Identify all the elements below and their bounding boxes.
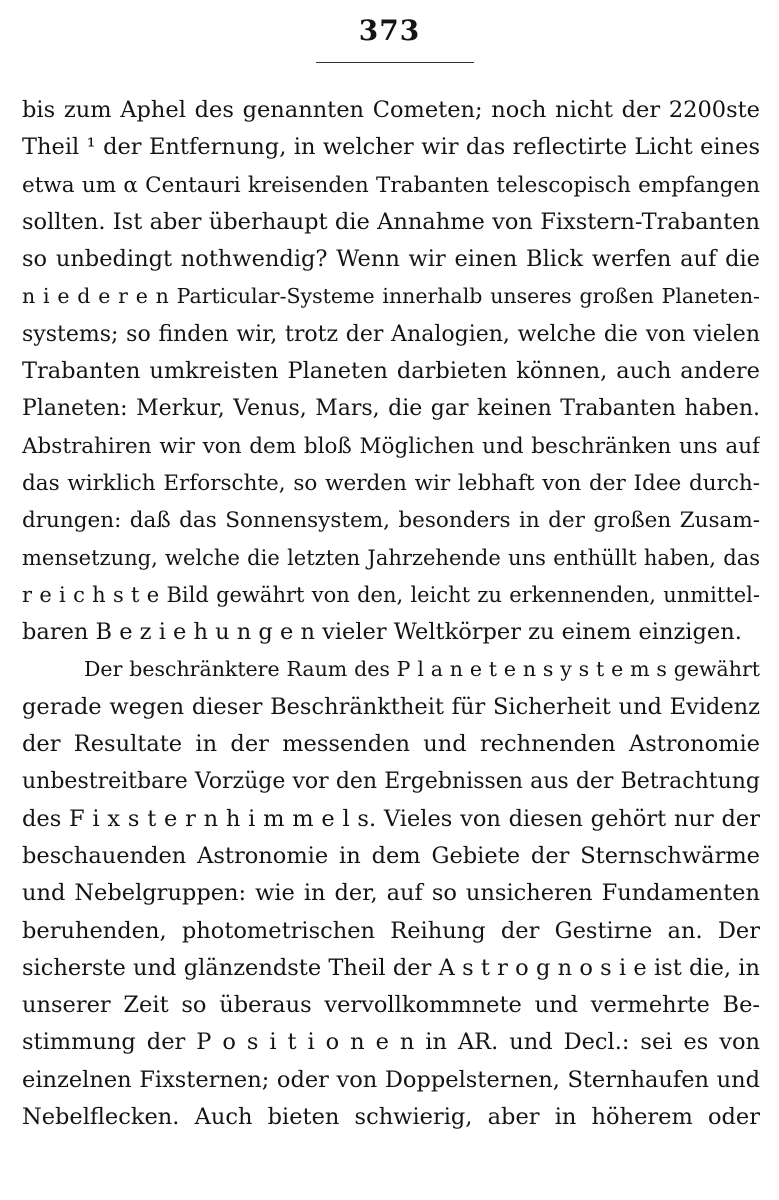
text-line: n i e d e r e n Particular-Systeme innerhalb unseres großen Planeten- (22, 284, 760, 309)
text-line: unbestreitbare Vorzüge vor den Ergebnissen aus der Betrachtung (22, 769, 760, 795)
text-line: r e i c h s t e Bild gewährt von den, leicht zu erkennenden, unmittel- (22, 582, 760, 607)
text-line: beschauenden Astronomie in dem Gebiete der Sternschwärme (22, 842, 760, 869)
text-line: der Resultate in der messenden und rechnenden Astronomie (22, 731, 760, 758)
text-line: einzelnen Fixsternen; oder von Doppelsternen, Sternhaufen und (22, 1066, 760, 1093)
text-line: Nebelflecken. Auch bieten schwierig, aber in höherem oder (22, 1104, 760, 1131)
header-rule (316, 62, 474, 63)
text-line: und Nebelgruppen: wie in der, auf so unsicheren Fundamenten (22, 880, 760, 907)
text-line: beruhenden, photometrischen Reihung der Gestirne an. Der (22, 917, 760, 944)
text-line: gerade wegen dieser Beschränktheit für Sicherheit und Evidenz (22, 693, 760, 720)
text-line: unserer Zeit so überaus vervollkommnete und vermehrte Be- (22, 992, 760, 1019)
text-line: etwa um α Centauri kreisenden Trabanten telescopisch empfangen (22, 172, 760, 198)
text-line: sicherste und glänzendste Theil der A s t r o g n o s i e ist die, in (22, 954, 760, 981)
text-line: Trabanten umkreisten Planeten darbieten können, auch andere (22, 358, 760, 385)
text-line: bis zum Aphel des genannten Cometen; noch nicht der 2200ste (22, 97, 760, 123)
page-number: 373 (358, 14, 421, 47)
text-line: sollten. Ist aber überhaupt die Annahme von Fixstern-Trabanten (22, 208, 760, 235)
text-line: systems; so finden wir, trotz der Analogien, welche die von vielen (22, 321, 760, 347)
text-line: mensetzung, welche die letzten Jahrzehende uns enthüllt haben, das (22, 545, 760, 570)
text-line: Der beschränktere Raum des P l a n e t e n s y s t e m s gewährt (84, 657, 760, 682)
text-line: Theil ¹ der Entfernung, in welcher wir das reflectirte Licht eines (22, 134, 760, 161)
text-line: Abstrahiren wir von dem bloß Möglichen und beschränken uns auf (22, 433, 760, 459)
text-line: Planeten: Merkur, Venus, Mars, die gar keinen Trabanten haben. (22, 396, 760, 422)
text-line: des F i x s t e r n h i m m e l s. Vieles von diesen gehört nur der (22, 805, 760, 832)
body-text (22, 92, 760, 1136)
text-line: baren B e z i e h u n g e n vieler Weltkörper zu einem einzigen. (22, 619, 742, 646)
text-line: das wirklich Erforschte, so werden wir lebhaft von der Idee durch- (22, 470, 760, 496)
text-line: drungen: daß das Sonnensystem, besonders in der großen Zusam- (22, 508, 760, 534)
text-line: stimmung der P o s i t i o n e n in AR. und Decl.: sei es von (22, 1029, 760, 1056)
text-line: so unbedingt nothwendig? Wenn wir einen Blick werfen auf die (22, 246, 760, 273)
